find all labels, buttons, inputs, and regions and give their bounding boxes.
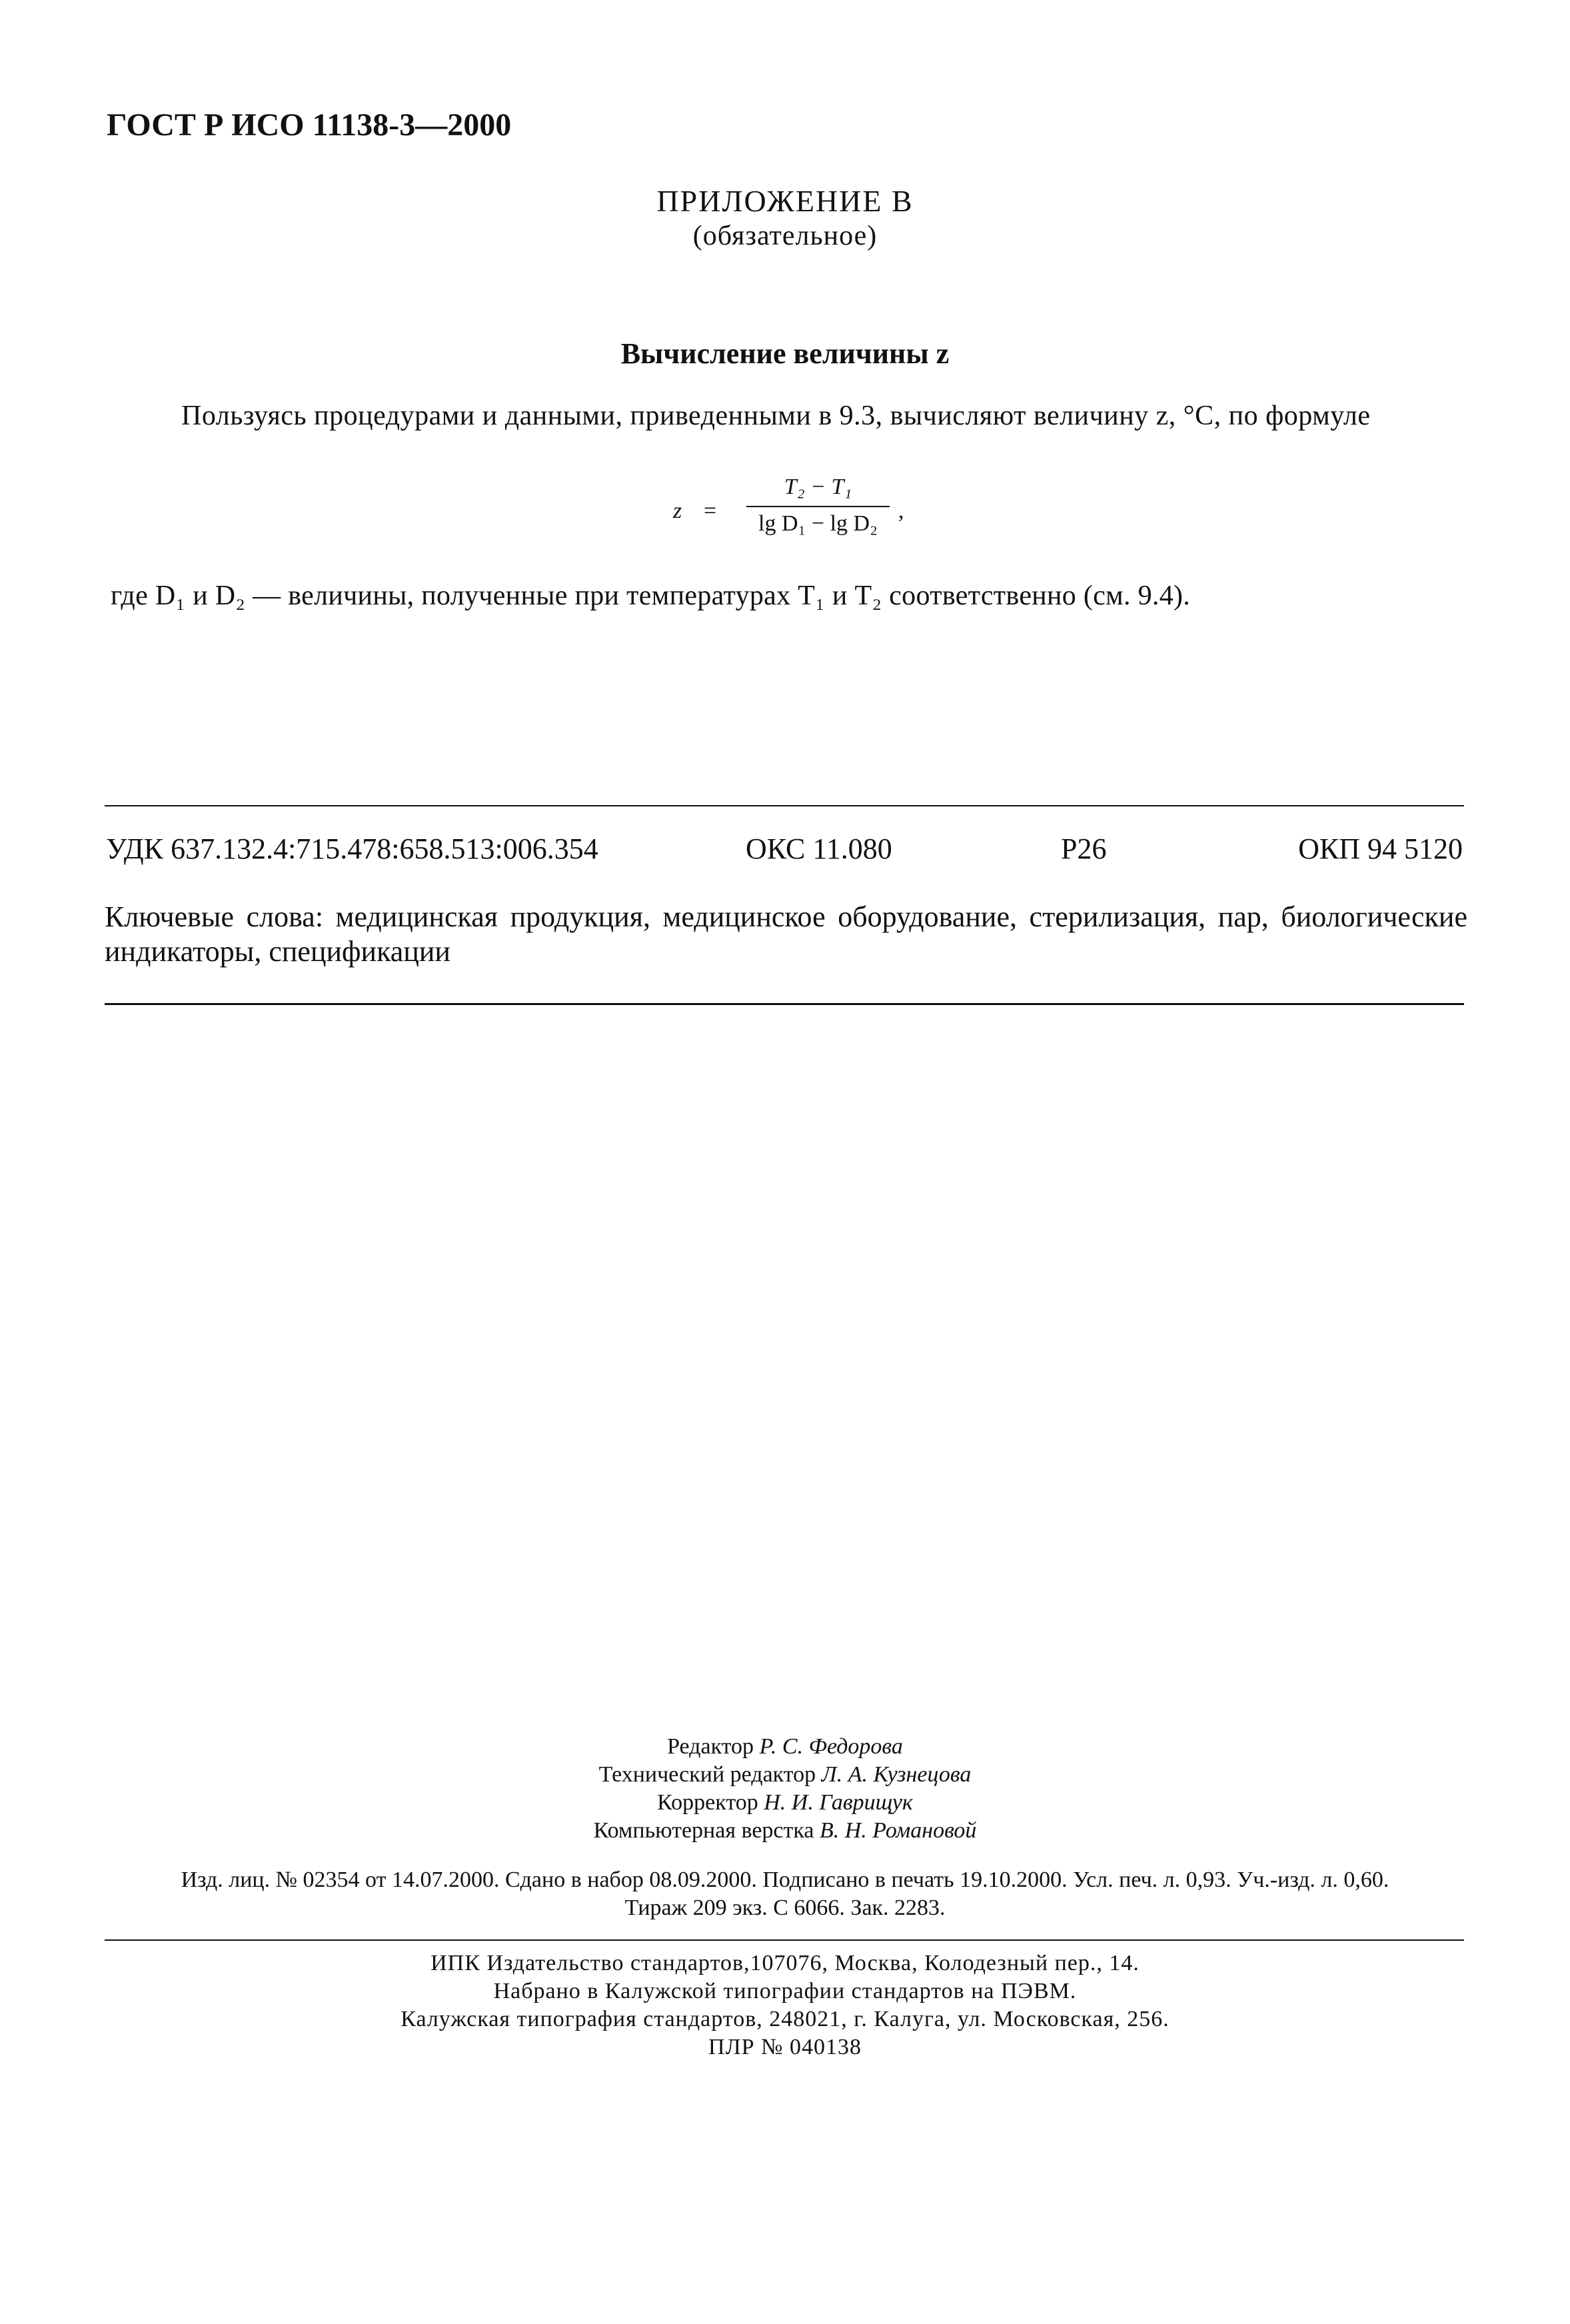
formula-lhs: z (673, 499, 682, 523)
imprint-block (0, 1866, 1570, 1922)
divider-keywords (105, 1003, 1464, 1005)
section-title: Вычисление величины z (620, 337, 950, 370)
formula-numerator: T₂ − T₁ (784, 475, 852, 499)
credits-block (0, 1733, 1570, 1845)
publisher-line-3: Калужская типография стандартов, 248021, г. Калуга, ул. Московская, 256. (400, 2007, 1170, 2031)
oks-code: ОКС 11.080 (746, 832, 892, 865)
credit-tech-editor: Технический редактор Л. А. Кузнецова (598, 1762, 972, 1787)
appendix-note: (обязательное) (692, 221, 878, 251)
publisher-line-2: Набрано в Калужской типографии стандартов на ПЭВМ. (493, 1979, 1077, 2003)
formula-denominator: lg D₁ − lg D₂ (758, 511, 878, 536)
formula-equals: = (704, 499, 717, 523)
keywords: Ключевые слова: медицинская продукция, медицинское оборудование, стерилизация, пар, биологические индикаторы, спецификации (105, 900, 1467, 968)
okp-code: ОКП 94 5120 (1298, 832, 1463, 865)
classification-line (105, 832, 1464, 872)
publisher-block (0, 1949, 1570, 2061)
imprint-line-1: Изд. лиц. № 02354 от 14.07.2000. Сдано в набор 08.09.2000. Подписано в печать 19.10.2000. Усл. печ. л. 0,93. Уч.-изд. л. 0,60. (181, 1867, 1389, 1892)
divider-top (105, 805, 1464, 806)
credit-layout: Компьютерная верстка В. Н. Романовой (593, 1818, 977, 1843)
credit-editor: Редактор Р. С. Федорова (667, 1734, 903, 1759)
credit-proofreader: Корректор Н. И. Гаврищук (657, 1790, 913, 1815)
where-explanation: где D₁ и D₂ — величины, полученные при температурах T₁ и T₂ соответственно (см. 9.4). (111, 581, 1191, 611)
standard-code: ГОСТ Р ИСО 11138-3—2000 (107, 107, 512, 143)
imprint-line-2: Тираж 209 экз. С 6066. Зак. 2283. (624, 1895, 946, 1920)
udk-code: УДК 637.132.4:715.478:658.513:006.354 (106, 832, 598, 865)
appendix-title: ПРИЛОЖЕНИЕ В (656, 184, 914, 218)
publisher-line-1: ИПК Издательство стандартов,107076, Москва, Колодезный пер., 14. (430, 1951, 1140, 1975)
z-formula (666, 475, 946, 548)
formula-comma: , (898, 499, 904, 523)
fraction-bar (746, 506, 890, 507)
intro-paragraph: Пользуясь процедурами и данными, приведенными в 9.3, вычисляют величину z, °С, по формуле (181, 401, 1371, 431)
divider-publisher (105, 1939, 1464, 1941)
publisher-line-4: ПЛР № 040138 (708, 2035, 862, 2059)
group-code: Р26 (1061, 832, 1107, 865)
